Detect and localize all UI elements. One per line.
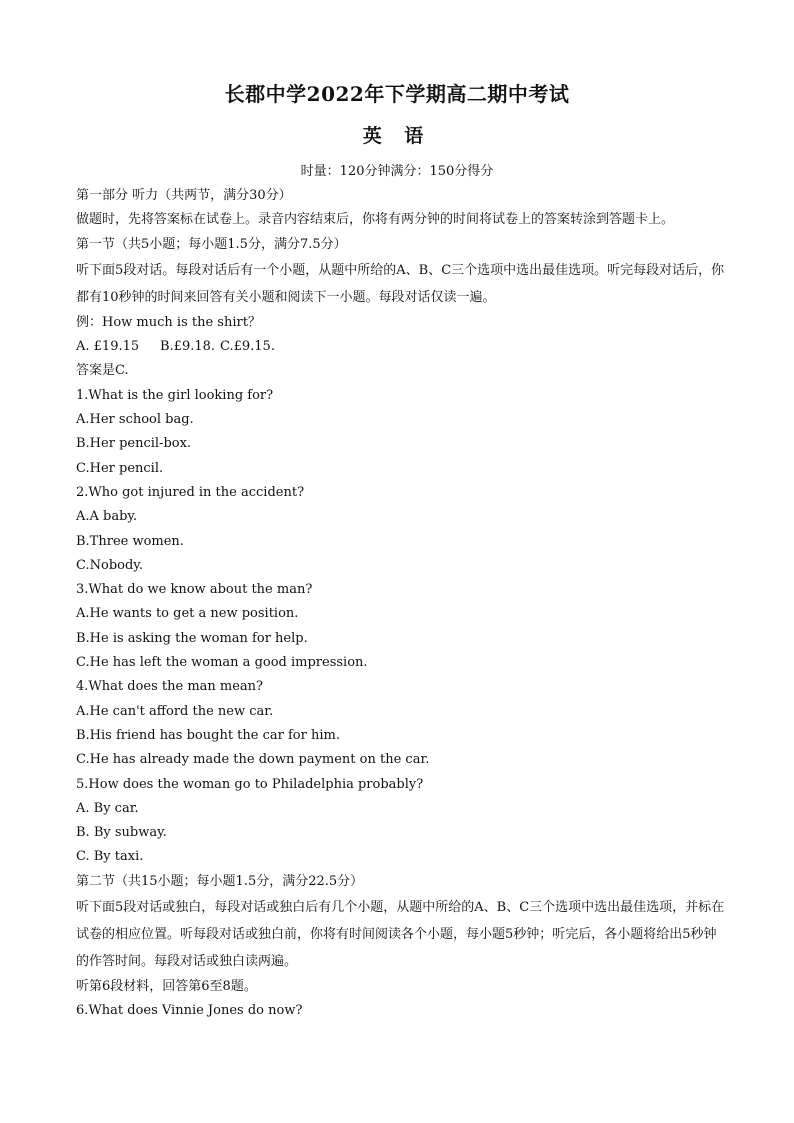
option-b: B.Her pencil-box. [76,436,192,452]
question-2 [76,481,726,578]
section2-instruction: 听下面5段对话或独白，每段对话或独白后有几个小题，从题中所给的A、B、C三个选项中选出最佳选项，并标在试卷的相应位置。听每段对话或独白前，你将有时间阅读各个小题，每小题5秒钟；听完后，各小题将给出5秒钟的作答时间。每段对话或独白读两遍。 [76,900,725,970]
question-text: 2.Who got injured in the accident? [76,484,305,500]
option-a: A.He can't afford the new car. [76,703,274,719]
example-answer: 答案是C. [76,363,129,379]
option-b: B.His friend has bought the car for him. [76,727,340,743]
question-text: 1.What is the girl looking for? [76,387,274,403]
option-c: C.He has already made the down payment on the car. [76,752,430,768]
example-question: 例：How much is the shirt？ [76,314,261,330]
subject-title: 英 语 [362,125,432,147]
question-1 [76,384,726,481]
example-choice-b: B.£9.18. [160,339,216,355]
option-a: A. By car. [76,800,139,816]
part1-instruction: 做题时，先将答案标在试卷上。录音内容结束后，你将有两分钟的时间将试卷上的答案转涂到答题卡上。 [76,212,675,228]
exam-body [76,184,726,1024]
question-4 [76,675,726,772]
material-6-heading: 听第6段材料，回答第6至8题。 [76,979,257,995]
option-c: C.Her pencil. [76,460,164,476]
option-b: B. By subway. [76,825,167,841]
option-b: B.Three women. [76,533,184,549]
section2-heading: 第二节（共15小题；每小题1.5分，满分22.5分） [76,873,364,889]
question-3 [76,578,726,675]
option-a: A.Her school bag. [76,412,194,428]
section1-heading: 第一节（共5小题；每小题1.5分，满分7.5分） [76,236,347,252]
option-c: C. By taxi. [76,849,144,865]
question-5 [76,773,726,870]
example-choice-a: A. £19.15 [76,339,140,355]
example-choice-c: C.£9.15. [220,339,275,355]
example-choices [76,335,726,359]
question-text: 3.What do we know about the man? [76,582,313,598]
exam-meta: 时量：120分钟满分：150分得分 [300,164,494,179]
exam-title: 长郡中学2022年下学期高二期中考试 [224,82,570,106]
section1-instruction: 听下面5段对话。每段对话后有一个小题，从题中所给的A、B、C三个选项中选出最佳选项。听完每段对话后，你都有10秒钟的时间来回答有关小题和阅读下一小题。每段对话仅读一遍。 [76,262,725,305]
question-text: 4.What does the man mean? [76,679,264,695]
option-a: A.A baby. [76,509,138,525]
part1-heading: 第一部分 听力（共两节，满分30分） [76,188,292,203]
question-6-text: 6.What does Vinnie Jones do now? [76,1003,303,1019]
option-a: A.He wants to get a new position. [76,606,299,622]
option-b: B.He is asking the woman for help. [76,630,308,646]
option-c: C.Nobody. [76,557,144,573]
question-text: 5.How does the woman go to Philadelphia probably? [76,776,424,792]
option-c: C.He has left the woman a good impression. [76,655,368,671]
